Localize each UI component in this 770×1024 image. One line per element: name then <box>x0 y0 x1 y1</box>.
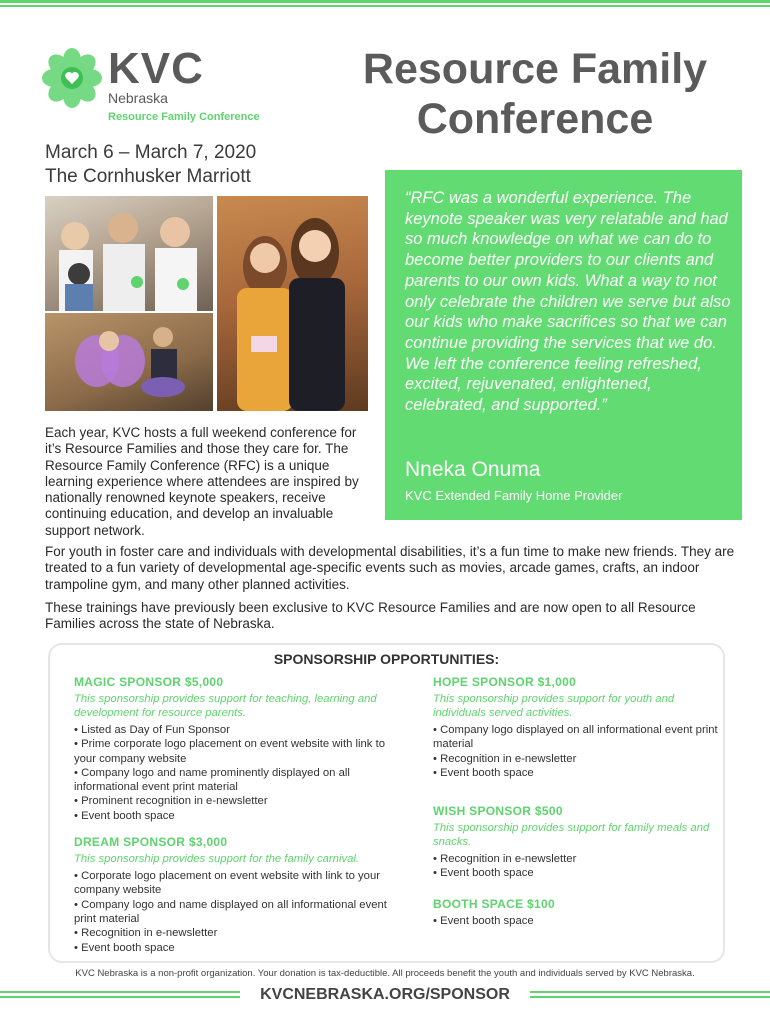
tier-benefits <box>433 723 723 780</box>
tier-dream <box>74 835 394 955</box>
sponsorship-box <box>48 643 725 963</box>
tier-description: This sponsorship provides support for the family carnival. <box>74 853 360 866</box>
tier-benefits <box>74 723 394 823</box>
benefit-item: • Event booth space <box>433 867 534 880</box>
tier-description: This sponsorship provides support for youth and individuals served activities. <box>433 693 675 719</box>
tier-magic <box>74 675 394 823</box>
benefit-item: • Event booth space <box>74 941 175 954</box>
tier-name: WISH SPONSOR $500 <box>433 804 563 819</box>
intro-paragraph: Each year, KVC hosts a full weekend conference for it’s Resource Families and those they care for. The Resource Family Conference (RFC) is a unique learning experience where attendees are inspired by nationally renowned keynote speakers, receive continuing education, and develop an invaluable support network. <box>45 425 359 538</box>
tier-booth <box>433 897 723 928</box>
heart-flower-icon <box>42 48 102 108</box>
testimonial-box <box>385 170 742 520</box>
nonprofit-note: KVC Nebraska is a non-profit organization. Your donation is tax-deductible. All proceeds benefit the youth and individuals served by KVC Nebraska. <box>75 968 695 979</box>
tier-hope <box>433 675 723 780</box>
kvc-logo <box>42 46 282 126</box>
tier-description: This sponsorship provides support for family meals and snacks. <box>433 822 710 849</box>
top-border-line <box>0 5 770 7</box>
tier-name: HOPE SPONSOR $1,000 <box>433 675 577 689</box>
tier-benefits <box>433 914 723 928</box>
logo-state: Nebraska <box>108 90 168 106</box>
benefit-item: • Recognition in e-newsletter <box>433 752 577 765</box>
benefit-item: • Company logo displayed on all informational event print material <box>433 724 718 751</box>
tier-name: BOOTH SPACE $100 <box>433 896 555 911</box>
logo-brand: KVC <box>108 44 204 93</box>
sponsorship-column-left <box>74 675 394 967</box>
page-title: Resource Family Conference <box>362 45 708 143</box>
benefit-item: • Event booth space <box>74 809 175 822</box>
event-venue: The Cornhusker Marriott <box>45 166 251 187</box>
logo-event-name: Resource Family Conference <box>108 111 260 123</box>
sponsorship-column-right <box>433 675 723 940</box>
tier-name: MAGIC SPONSOR $5,000 <box>74 675 224 689</box>
tier-name: DREAM SPONSOR $3,000 <box>74 835 228 850</box>
testimonial-author: Nneka Onuma <box>405 458 541 481</box>
sponsor-url-link[interactable]: KVCNEBRASKA.ORG/SPONSOR <box>260 986 510 1003</box>
tier-benefits <box>74 869 394 955</box>
testimonial-role: KVC Extended Family Home Provider <box>405 488 623 503</box>
benefit-item: • Recognition in e-newsletter <box>433 853 577 866</box>
tier-benefits <box>433 852 723 881</box>
benefit-item: • Company logo and name prominently displayed on all informational event print material <box>74 766 350 794</box>
event-dates: March 6 – March 7, 2020 <box>45 142 257 163</box>
top-border <box>0 0 770 8</box>
tier-description: This sponsorship provides support for teaching, learning and development for resource parents. <box>74 693 377 719</box>
youth-paragraph: For youth in foster care and individuals with developmental disabilities, it’s a fun time to make new friends. They are treated to a fun variety of developmental age-specific events such as movies, arcade games, crafts, an indoor trampoline gym, and many other planned activities. <box>45 544 735 592</box>
trainings-paragraph: These trainings have previously been exclusive to KVC Resource Families and are now open to all Resource Families across the state of Nebraska. <box>45 600 696 632</box>
photo-volunteers <box>45 196 213 311</box>
sponsorship-heading: SPONSORSHIP OPPORTUNITIES: <box>273 651 500 667</box>
benefit-item: • Prominent recognition in e-newsletter <box>74 795 268 808</box>
benefit-item: • Event booth space <box>433 766 534 779</box>
top-border-line <box>0 0 770 3</box>
photo-children-costumes <box>45 313 213 411</box>
benefit-item: • Corporate logo placement on event website with link to your company website <box>74 870 380 897</box>
photo-two-women <box>217 196 368 411</box>
tier-wish <box>433 804 723 881</box>
benefit-item: • Company logo and name displayed on all informational event print material <box>74 898 387 925</box>
benefit-item: • Listed as Day of Fun Sponsor <box>74 724 230 736</box>
testimonial-quote: “RFC was a wonderful experience. The keynote speaker was very relatable and had so much knowledge on what we can do to become better providers to our clients and parents to our own kids. What a way to not only celebrate the children we serve but also our kids who make sacrifices so that we can continue providing the services that we do. We left the conference feeling refreshed, excited, rejuvenated, enlightened, celebrated, and supported.” <box>405 189 731 415</box>
benefit-item: • Prime corporate logo placement on event website with link to your company website <box>74 738 386 765</box>
benefit-item: • Event booth space <box>433 914 534 927</box>
benefit-item: • Recognition in e-newsletter <box>74 927 218 940</box>
